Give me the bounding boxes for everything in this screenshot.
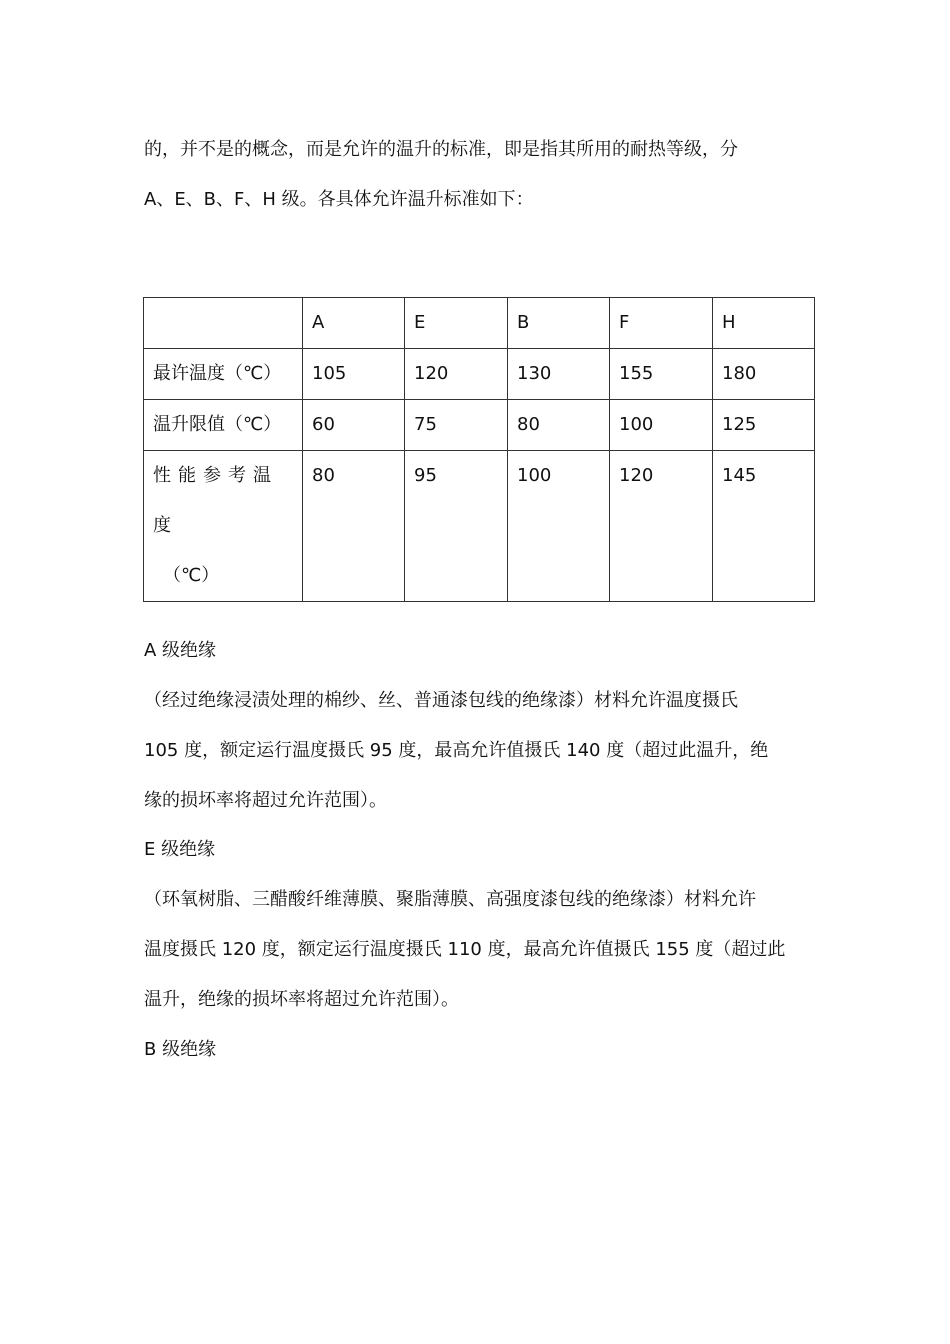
table-header-row [144, 298, 815, 349]
table-header-cell: E [405, 298, 508, 349]
table-header-cell: H [713, 298, 815, 349]
table-cell: 105 [303, 349, 405, 400]
row-label [144, 451, 303, 602]
section-heading-e: E 级绝缘 [144, 839, 216, 860]
insulation-grade-table [143, 297, 815, 602]
section-e-line-2: 温度摄氏 120 度，额定运行温度摄氏 110 度，最高允许值摄氏 155 度（超过此 [144, 939, 786, 960]
table-header-cell: F [610, 298, 713, 349]
section-a-line-2: 105 度，额定运行温度摄氏 95 度，最高允许值摄氏 140 度（超过此温升，绝 [144, 740, 769, 761]
row-label-unit: （℃） [163, 565, 220, 586]
table-row [144, 349, 815, 400]
table-cell: 100 [610, 400, 713, 451]
table-cell: 120 [610, 451, 713, 602]
table-header-cell: A [303, 298, 405, 349]
table-cell: 130 [508, 349, 610, 400]
table-cell: 95 [405, 451, 508, 602]
table-cell: 155 [610, 349, 713, 400]
section-e-line-3: 温升，绝缘的损坏率将超过允许范围）。 [144, 989, 459, 1010]
section-heading-b: B 级绝缘 [144, 1039, 217, 1060]
section-e-line-1: （环氧树脂、三醋酸纤维薄膜、聚脂薄膜、高强度漆包线的绝缘漆）材料允许 [144, 889, 756, 910]
table-cell: 75 [405, 400, 508, 451]
intro-line-1: 的，并不是的概念，而是允许的温升的标准，即是指其所用的耐热等级，分 [144, 139, 738, 160]
section-heading-a: A 级绝缘 [144, 640, 217, 661]
table-cell: 125 [713, 400, 815, 451]
table-cell: 80 [508, 400, 610, 451]
table-cell: 80 [303, 451, 405, 602]
row-label: 最许温度（℃） [144, 349, 303, 400]
table-cell: 60 [303, 400, 405, 451]
row-label-line: 性能参考温度 [153, 465, 278, 536]
table-row [144, 451, 815, 602]
section-a-line-3: 缘的损坏率将超过允许范围）。 [144, 790, 387, 811]
table-row [144, 400, 815, 451]
table-cell: 145 [713, 451, 815, 602]
table-cell: 120 [405, 349, 508, 400]
table-header-cell [144, 298, 303, 349]
section-a-line-1: （经过绝缘浸渍处理的棉纱、丝、普通漆包线的绝缘漆）材料允许温度摄氏 [144, 690, 738, 711]
table-cell: 100 [508, 451, 610, 602]
row-label: 温升限值（℃） [144, 400, 303, 451]
intro-line-2: A、E、B、F、H 级。各具体允许温升标准如下： [144, 189, 534, 210]
table-header-cell: B [508, 298, 610, 349]
table-cell: 180 [713, 349, 815, 400]
